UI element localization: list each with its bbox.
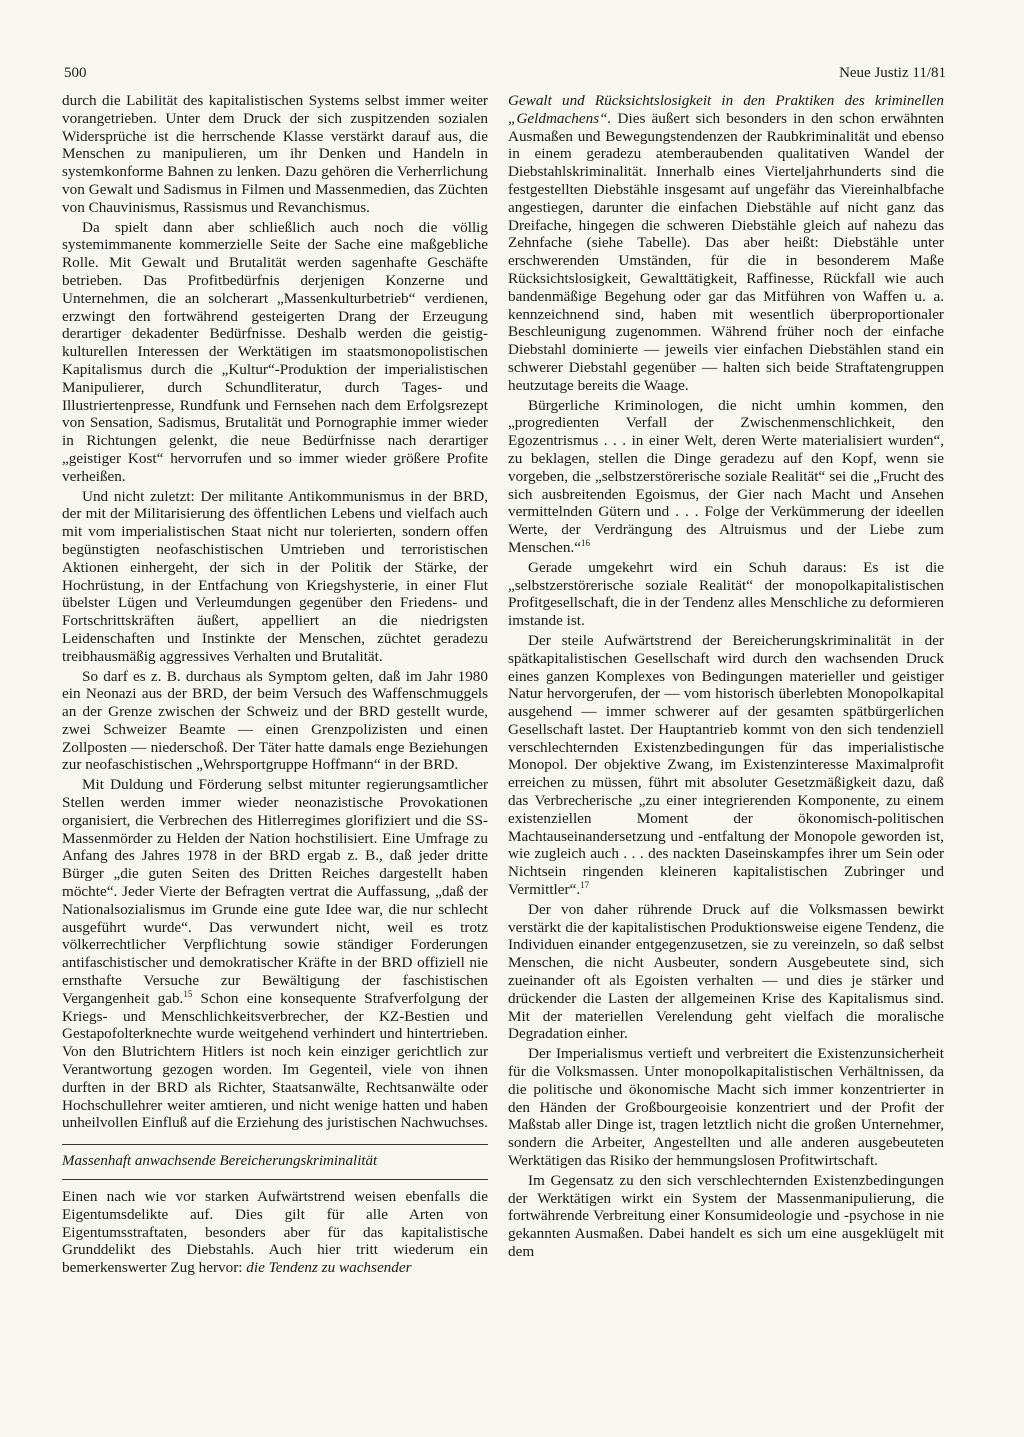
paragraph: Im Gegensatz zu den sich verschlechternden Existenzbedingungen der Werktätigen wirkt ein System der Massenmanipulierung, die fortwährende Verbreitung einer Konsumideologie und -psychose in nie gekannten Ausmaßen. Dabei handelt es sich um eine ausgeklügelt mit dem (508, 1171, 944, 1260)
paragraph: Gerade umgekehrt wird ein Schuh daraus: Es ist die „selbstzerstörerische soziale Realität“ der monopolkapitalistischen Profitgesellschaft, die in der Tendenz alles Menschliche zu deformieren imstande ist. (508, 558, 944, 630)
page-number: 500 (64, 65, 87, 81)
paragraph-text: Der steile Aufwärtstrend der Bereicherungskriminalität in der spätkapitalistischen Gesellschaft wird durch den wachsenden Druck eines ganzen Komplexes von Bedingungen materieller und geistiger Natur hervorgerufen, der — vom historisch überlebten Monopolkapital ausgehend — immer schwerer auf der gesamten spätbürgerlichen Gesellschaft lastet. Der Hauptantrieb kommt von den sich tendenziell verschlechternden Existenzbedingungen für das imperialistische Monopol. Der objektive Zwang, im Existenzinteresse Maximalprofit erreichen zu müssen, führt mit absoluter Gesetzmäßigkeit dazu, daß das Verbrecherische „zu einer integrierenden Komponente, zu einem existenziellen Moment der ökonomisch-politischen Machtauseinandersetzung und -entfaltung der Monopole geworden ist, wie zugleich auch . . . des nackten Daseinskampfes ihrer um Sein oder Nichtsein ringenden kleineren kapitalistischen Zubringer und Vermittler“. (508, 631, 944, 899)
page-header (62, 65, 946, 87)
paragraph: durch die Labilität des kapitalistischen Systems selbst immer weiter vorangetrieben. Unter dem Druck der sich zuspitzenden sozialen Widersprüche ist die herrschende Klasse verstärkt darauf aus, die Menschen zu manipulieren, um ihr Denken und Handeln in systemkonforme Bahnen zu lenken. Dazu gehören die Verherrlichung von Gewalt und Sadismus in Filmen und Massenmedien, das Züchten von Chauvinismus, Rassismus und Revanchismus. (62, 92, 488, 216)
right-column (508, 92, 944, 1263)
paragraph: Der Imperialismus vertieft und verbreitert die Existenzunsicherheit für die Volksmassen. Unter monopolkapitalistischen Verhältnissen, da die politische und ökonomische Macht sich immer konzentrierter in den Händen der Großbourgeoisie konzentriert und der Profit der Maßstab aller Dinge ist, tragen letztlich nicht die großen Unternehmer, sondern die Arbeiter, Angestellten und alle anderen ausgebeuteten Werktätigen das Risiko der hemmungslosen Profitwirtschaft. (508, 1045, 944, 1170)
paragraph (508, 397, 944, 557)
paragraph (508, 92, 944, 395)
paragraph: So darf es z. B. durchaus als Symptom gelten, daß im Jahr 1980 ein Neonazi aus der BRD, der beim Versuch des Waffenschmuggels an der Grenze zwischen der Schweiz und der BRD gestellt wurde, zwei Schweizer Beamte — einen Grenzpolizisten und einen Zollposten — niederschoß. Der Täter hatte damals enge Beziehungen zur neofaschistischen „Wehrsportgruppe Hoffmann“ in der BRD. (62, 667, 488, 774)
paragraph-text: Schon eine konsequente Strafverfolgung der Kriegs- und Menschlichkeitsverbrecher, der KZ-Bestien und Gestapofolterknechte wurde weitgehend verhindert und hintertrieben. Von den Blutrichtern Hitlers ist noch kein einziger gerichtlich zur Verantwortung gezogen worden. Im Gegenteil, viele von ihnen durften in der BRD als Richter, Staatsanwälte, Rechtsanwälte oder Hochschullehrer weiter amtieren, und nicht wenige hatten und haben unheilvollen Einfluß auf die Erziehung des juristischen Nachwuchses. (62, 989, 489, 1132)
section-heading: Massenhaft anwachsende Bereicherungskriminalität (62, 1144, 488, 1180)
paragraph: Der von daher rührende Druck auf die Volksmassen bewirkt verstärkt die der kapitalistischen Produktionsweise eigene Tendenz, die Individuen einander entgegenzusetzen, sie zu vereinzeln, so daß selbst Menschen, die nicht Ausbeuter, sondern Ausgebeutete sind, sich zueinander oft als Egoisten verhalten — und dies je stärker und drückender die Lasten der allgemeinen Krise des Kapitalismus sind. Mit der materiellen Verelendung geht vielfach die moralische Degradation einher. (508, 900, 944, 1043)
paragraph (62, 776, 488, 1132)
emphasis-text: Gewalt und Rücksichtslosigkeit in den Praktiken des kriminellen „Geldmachens“. (508, 92, 944, 127)
paragraph (508, 632, 944, 899)
paragraph-text: Mit Duldung und Förderung selbst mitunter regierungsamtlicher Stellen werden immer wieder neonazistische Provokationen organisiert, die Verbrechen des Hitlerregimes glorifiziert und die SS-Massenmörder zu Helden der Nation hochstilisiert. Eine Umfrage zu Anfang des Jahres 1978 in der BRD ergab z. B., daß jeder dritte Bürger „die guten Seiten des Dritten Reiches dargestellt haben möchte“. Jeder Vierte der Befragten vertrat die Auffassung, „daß der Nationalsozialismus im Grunde eine gute Idee war, die nur schlecht ausgeführt wurde“. Das verwundert nicht, weil es trotz völkerrechtlicher Verpflichtung sowie ständiger Forderungen antifaschistischer und demokratischer Kräfte in der BRD offiziell nie ernsthafte Versuche zur Bewältigung der faschistischen Vergangenheit gab. (62, 776, 488, 1007)
footnote-ref: 15 (183, 988, 193, 999)
footnote-ref: 16 (580, 537, 590, 548)
paragraph: Da spielt dann aber schließlich auch noch die völlig systemimmanente kommerzielle Seite der Sache eine maßgebliche Rolle. Mit Gewalt und Brutalität werden sagenhafte Geschäfte betrieben. Das Profitbedürfnis derjenigen Konzerne und Unternehmen, die an solcherart „Massenkulturbetrieb“ verdienen, erzwingt den fortwährend gesteigerten Drang der Erzeugung derartiger dekadenter Bedürfnisse. Deshalb werden die geistig-kulturellen Interessen der Werktätigen im staatsmonopolistischen Kapitalismus durch die „Kultur“-Produktion der imperialistischen Manipulierer, durch Schundliteratur, durch Tages- und Illustriertenpresse, Rundfunk und Fernsehen nach dem Erfolgsrezept von Sensation, Sadismus, Brutalität und Pornographie immer wieder in Richtungen gelenkt, die neue Bedürfnisse nach derartiger „geistiger Kost“ hervorrufen und so immer wieder größere Profite verheißen. (62, 218, 488, 485)
emphasis-text: die Tendenz zu wachsender (246, 1259, 412, 1277)
journal-issue: Neue Justiz 11/81 (839, 65, 946, 81)
footnote-ref: 17 (580, 880, 590, 890)
paragraph-text: Einen nach wie vor starken Aufwärtstrend weisen ebenfalls die Eigentumsdelikte auf. Dies gilt für alle Arten von Eigentumsstraftaten, besonders aber für das kapitalistische Grunddelikt des Diebstahls. Auch hier tritt wiederum ein bemerkenswerter Zug hervor: (62, 1188, 488, 1277)
paragraph-text: Dies äußert sich besonders in den schon erwähnten Ausmaßen und Bewegungstendenzen der Raubkriminalität und ebenso in einem geradezu atemberaubenden qualitativen Wandel der Diebstahlskriminalität. Innerhalb eines Vierteljahrhunderts sind die festgestellten Diebstähle insgesamt auf ungefähr das Viereinhalbfache angestiegen, darunter die einfachen Diebstähle auf nicht ganz das Dreifache, hingegen die schweren Diebstähle gleich auf nahezu das Zehnfache (siehe Tabelle). Das aber heißt: Diebstähle unter erschwerenden Umständen, für die in besonderem Maße Rücksichtslosigkeit, Gewalttätigkeit, Raffinesse, Rückfall wie auch bandenmäßige Begehung oder gar das Mitführen von Waffen u. a. kennzeichnend sind, haben mit wesentlich überproportionaler Beschleunigung zugenommen. Während früher noch der einfache Diebstahl dominierte — jeweils vier einfachen Diebstählen stand ein schwerer Diebstahl gegenüber — halten sich beide Straftatengruppen heutzutage bereits die Waage. (508, 109, 944, 394)
paragraph-text: Bürgerliche Kriminologen, die nicht umhin kommen, den „progredienten Verfall der Zwischenmenschlichkeit, den Egozentrismus . . . in einer Welt, deren Werte materialisiert wurden“, zu beklagen, stellen die Dinge geradezu auf den Kopf, wenn sie vorgeben, die „selbstzerstörerische soziale Realität“ sei die „Frucht des sich ausbreitenden Egoismus, der Gier nach Macht und Ansehen vermittelnden Gütern und . . . Folge der Verkümmerung der ideellen Werte, der Verdrängung des Altruismus und der Liebe zum Menschen.“ (508, 396, 944, 556)
left-column (62, 92, 488, 1279)
paragraph: Und nicht zuletzt: Der militante Antikommunismus in der BRD, der mit der Militarisierung des öffentlichen Lebens und vielfach auch mit vom imperialistischen Staat nicht nur tolerierten, sondern offen begünstigten neofaschistischen Umtrieben und terroristischen Aktionen einhergeht, der sich in der Politik der Stärke, der Hochrüstung, in der Entfachung von Kriegshysterie, in einer Flut übelster Lügen und Verleumdungen gegenüber den Friedens- und Fortschrittskräften äußert, appelliert an die niedrigsten Leidenschaften und Instinkte der Menschen, züchtet geradezu treibhausmäßig aggressives Verhalten und Brutalität. (62, 487, 488, 665)
paragraph (62, 1188, 488, 1277)
